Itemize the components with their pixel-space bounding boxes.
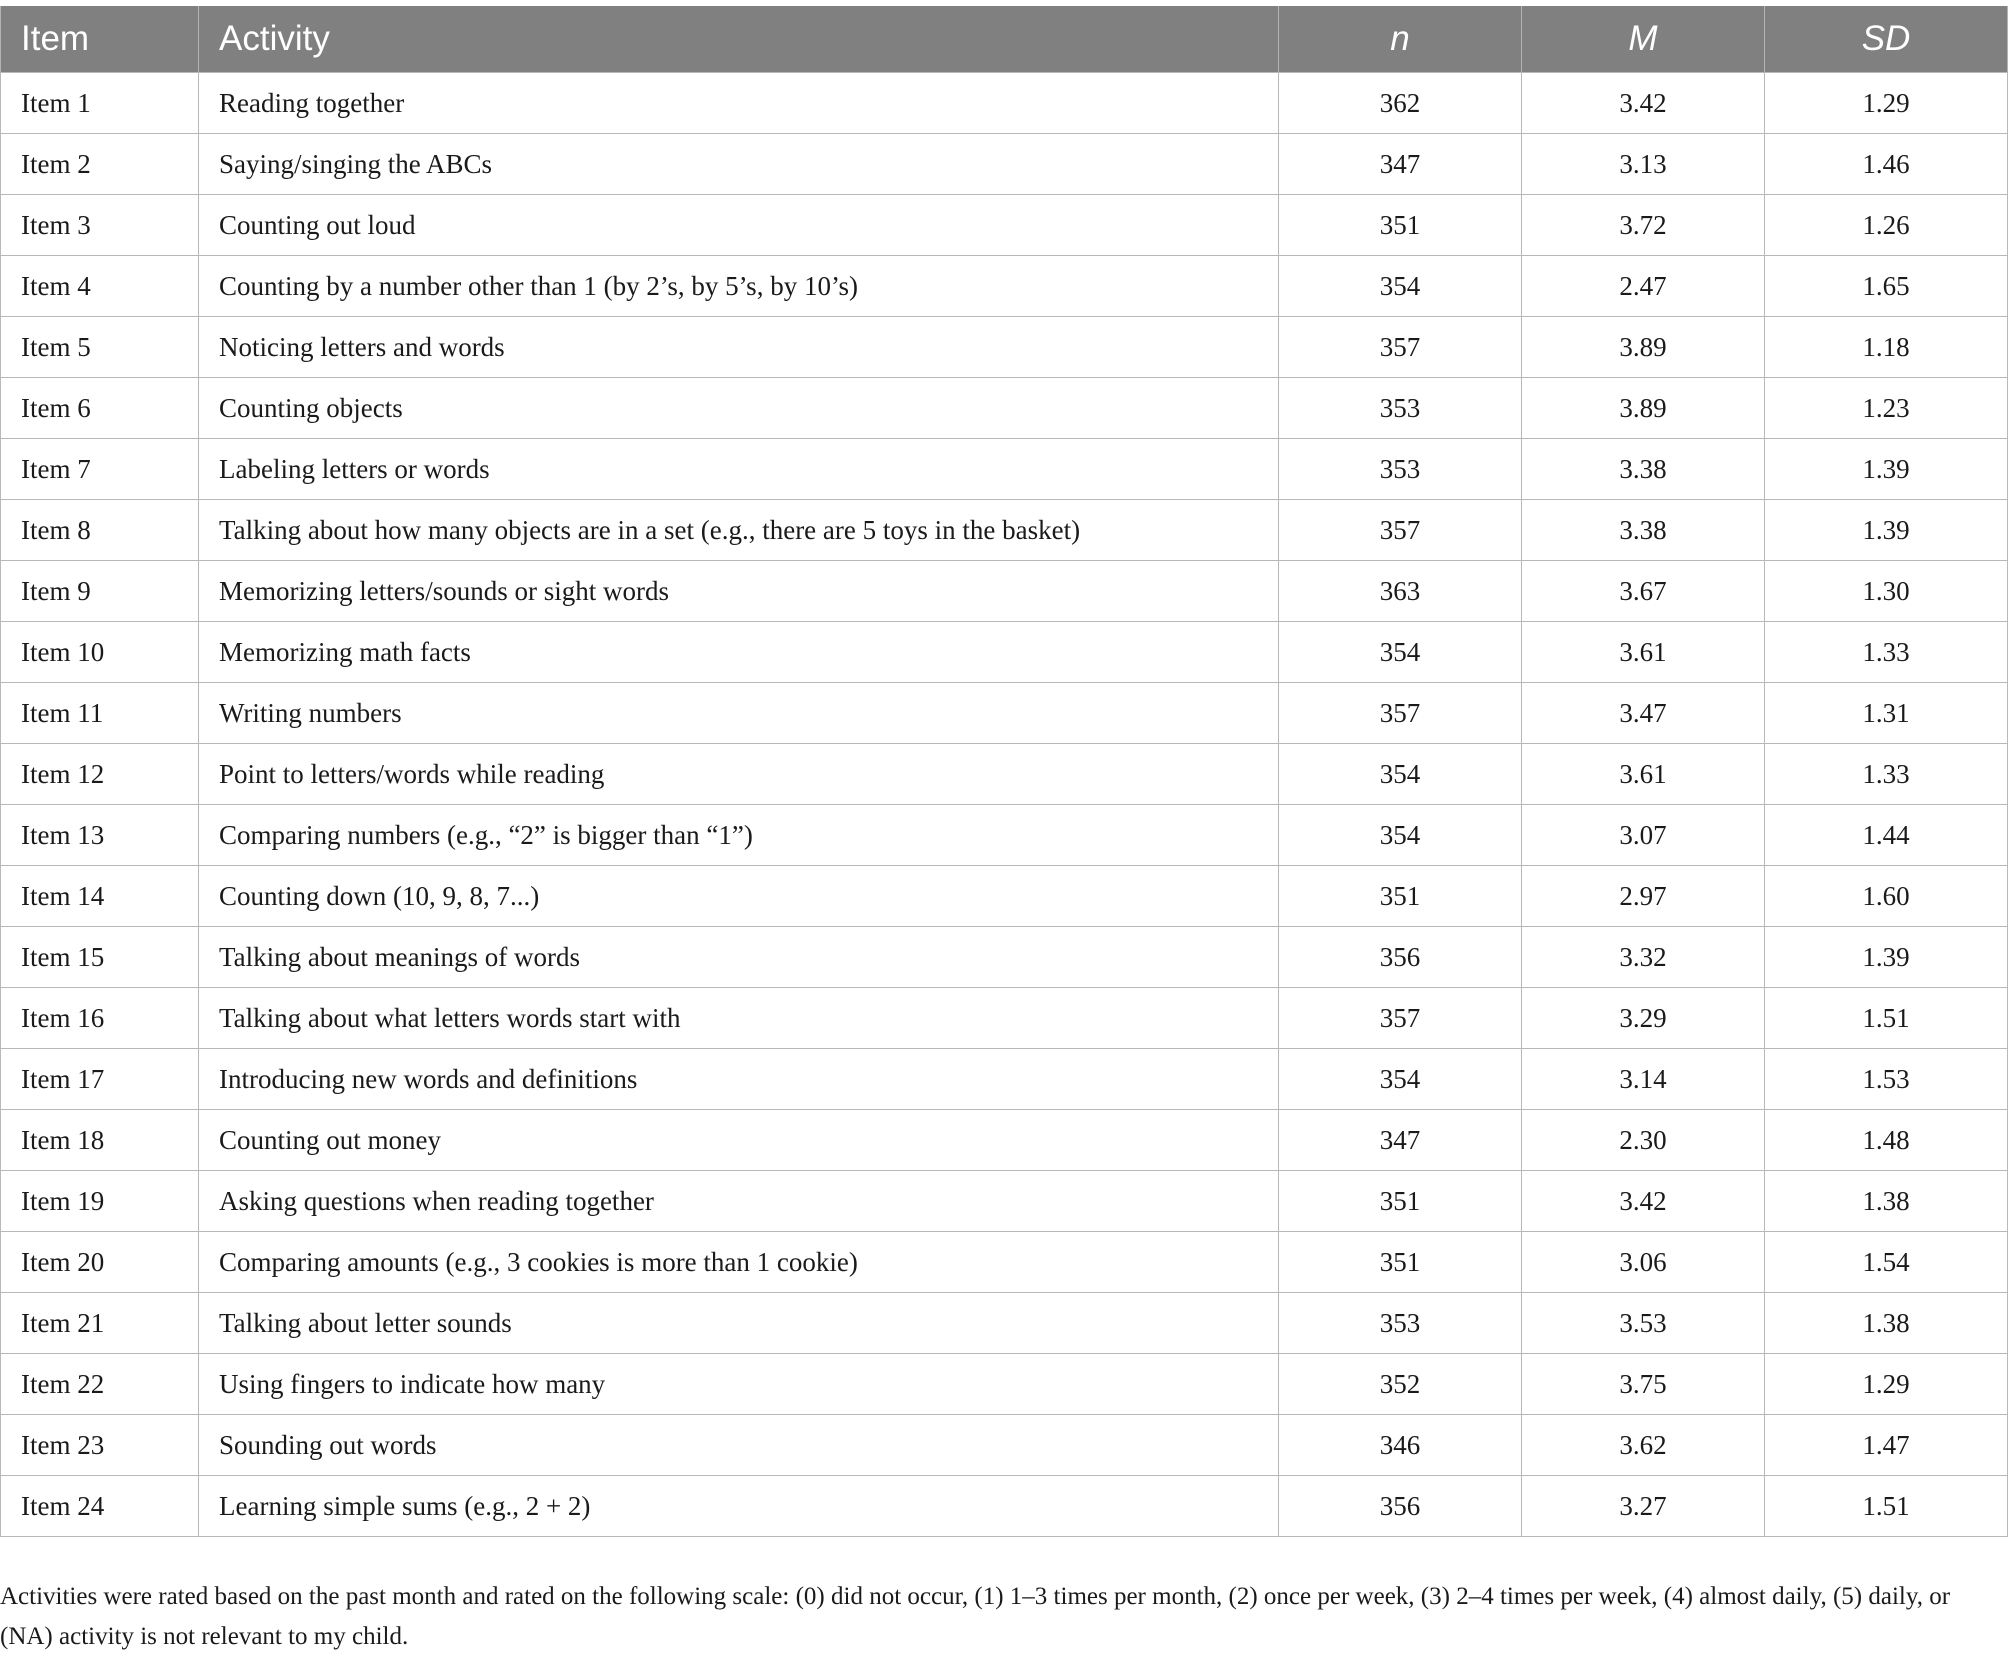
cell-sd: 1.48 — [1765, 1110, 2008, 1171]
table-row — [1, 256, 2008, 317]
table-row — [1, 73, 2008, 134]
cell-item: Item 22 — [1, 1354, 199, 1415]
cell-n: 354 — [1279, 1049, 1522, 1110]
table-row — [1, 1171, 2008, 1232]
table-row — [1, 866, 2008, 927]
cell-activity: Reading together — [199, 73, 1279, 134]
cell-m: 3.42 — [1522, 1171, 1765, 1232]
cell-m: 2.97 — [1522, 866, 1765, 927]
cell-activity: Counting out loud — [199, 195, 1279, 256]
activity-table-container — [0, 6, 2007, 1537]
cell-n: 346 — [1279, 1415, 1522, 1476]
cell-sd: 1.60 — [1765, 866, 2008, 927]
cell-n: 356 — [1279, 1476, 1522, 1537]
cell-item: Item 18 — [1, 1110, 199, 1171]
cell-item: Item 1 — [1, 73, 199, 134]
cell-activity: Talking about meanings of words — [199, 927, 1279, 988]
table-row — [1, 1476, 2008, 1537]
table-row — [1, 378, 2008, 439]
cell-m: 3.06 — [1522, 1232, 1765, 1293]
cell-item: Item 10 — [1, 622, 199, 683]
cell-n: 351 — [1279, 195, 1522, 256]
cell-activity: Writing numbers — [199, 683, 1279, 744]
cell-m: 3.67 — [1522, 561, 1765, 622]
cell-sd: 1.39 — [1765, 500, 2008, 561]
cell-item: Item 9 — [1, 561, 199, 622]
cell-sd: 1.54 — [1765, 1232, 2008, 1293]
cell-item: Item 6 — [1, 378, 199, 439]
header-m: M — [1522, 6, 1765, 73]
cell-item: Item 8 — [1, 500, 199, 561]
table-row — [1, 1293, 2008, 1354]
cell-item: Item 7 — [1, 439, 199, 500]
cell-activity: Comparing numbers (e.g., “2” is bigger than “1”) — [199, 805, 1279, 866]
table-row — [1, 622, 2008, 683]
cell-n: 353 — [1279, 378, 1522, 439]
cell-sd: 1.33 — [1765, 744, 2008, 805]
cell-n: 354 — [1279, 744, 1522, 805]
cell-m: 3.47 — [1522, 683, 1765, 744]
header-item: Item — [1, 6, 199, 73]
table-row — [1, 1110, 2008, 1171]
cell-sd: 1.26 — [1765, 195, 2008, 256]
cell-activity: Labeling letters or words — [199, 439, 1279, 500]
cell-item: Item 2 — [1, 134, 199, 195]
cell-activity: Learning simple sums (e.g., 2 + 2) — [199, 1476, 1279, 1537]
cell-sd: 1.31 — [1765, 683, 2008, 744]
cell-item: Item 15 — [1, 927, 199, 988]
cell-n: 357 — [1279, 500, 1522, 561]
cell-sd: 1.44 — [1765, 805, 2008, 866]
table-row — [1, 134, 2008, 195]
cell-sd: 1.38 — [1765, 1171, 2008, 1232]
cell-activity: Saying/singing the ABCs — [199, 134, 1279, 195]
cell-item: Item 3 — [1, 195, 199, 256]
cell-m: 3.38 — [1522, 439, 1765, 500]
cell-sd: 1.23 — [1765, 378, 2008, 439]
cell-activity: Point to letters/words while reading — [199, 744, 1279, 805]
cell-sd: 1.65 — [1765, 256, 2008, 317]
cell-sd: 1.39 — [1765, 927, 2008, 988]
table-footnote: Activities were rated based on the past month and rated on the following scale: (0) did not occur, (1) 1–3 times per month, (2) once per week, (3) 2–4 times per week, (4) almost daily, (5) daily, or (NA) activity is not relevant to my child. — [0, 1583, 1951, 1650]
cell-item: Item 11 — [1, 683, 199, 744]
cell-item: Item 4 — [1, 256, 199, 317]
cell-item: Item 17 — [1, 1049, 199, 1110]
table-row — [1, 988, 2008, 1049]
cell-sd: 1.29 — [1765, 73, 2008, 134]
cell-n: 357 — [1279, 683, 1522, 744]
cell-item: Item 14 — [1, 866, 199, 927]
header-activity: Activity — [199, 6, 1279, 73]
cell-n: 351 — [1279, 866, 1522, 927]
table-row — [1, 1354, 2008, 1415]
table-row — [1, 683, 2008, 744]
cell-n: 362 — [1279, 73, 1522, 134]
cell-m: 3.14 — [1522, 1049, 1765, 1110]
cell-sd: 1.51 — [1765, 988, 2008, 1049]
cell-activity: Talking about letter sounds — [199, 1293, 1279, 1354]
table-row — [1, 927, 2008, 988]
cell-item: Item 23 — [1, 1415, 199, 1476]
cell-m: 3.53 — [1522, 1293, 1765, 1354]
table-row — [1, 439, 2008, 500]
cell-sd: 1.29 — [1765, 1354, 2008, 1415]
cell-m: 3.61 — [1522, 622, 1765, 683]
cell-m: 3.75 — [1522, 1354, 1765, 1415]
cell-activity: Talking about what letters words start with — [199, 988, 1279, 1049]
cell-m: 3.62 — [1522, 1415, 1765, 1476]
cell-activity: Using fingers to indicate how many — [199, 1354, 1279, 1415]
cell-n: 356 — [1279, 927, 1522, 988]
cell-n: 363 — [1279, 561, 1522, 622]
table-row — [1, 744, 2008, 805]
cell-n: 352 — [1279, 1354, 1522, 1415]
cell-m: 3.42 — [1522, 73, 1765, 134]
cell-item: Item 21 — [1, 1293, 199, 1354]
header-row — [1, 6, 2008, 73]
cell-m: 3.38 — [1522, 500, 1765, 561]
table-row — [1, 317, 2008, 378]
cell-n: 353 — [1279, 439, 1522, 500]
table-body — [1, 73, 2008, 1537]
cell-activity: Sounding out words — [199, 1415, 1279, 1476]
cell-sd: 1.30 — [1765, 561, 2008, 622]
cell-n: 347 — [1279, 1110, 1522, 1171]
cell-sd: 1.47 — [1765, 1415, 2008, 1476]
cell-n: 351 — [1279, 1232, 1522, 1293]
cell-n: 353 — [1279, 1293, 1522, 1354]
cell-item: Item 19 — [1, 1171, 199, 1232]
header-sd: SD — [1765, 6, 2008, 73]
cell-sd: 1.38 — [1765, 1293, 2008, 1354]
cell-sd: 1.51 — [1765, 1476, 2008, 1537]
cell-sd: 1.53 — [1765, 1049, 2008, 1110]
cell-m: 3.29 — [1522, 988, 1765, 1049]
cell-m: 2.30 — [1522, 1110, 1765, 1171]
cell-m: 3.13 — [1522, 134, 1765, 195]
cell-n: 354 — [1279, 622, 1522, 683]
table-row — [1, 1232, 2008, 1293]
cell-activity: Introducing new words and definitions — [199, 1049, 1279, 1110]
header-n: n — [1279, 6, 1522, 73]
cell-activity: Counting out money — [199, 1110, 1279, 1171]
cell-sd: 1.46 — [1765, 134, 2008, 195]
table-header — [1, 6, 2008, 73]
cell-item: Item 16 — [1, 988, 199, 1049]
table-row — [1, 1049, 2008, 1110]
cell-m: 3.27 — [1522, 1476, 1765, 1537]
cell-m: 3.89 — [1522, 378, 1765, 439]
table-row — [1, 195, 2008, 256]
cell-n: 347 — [1279, 134, 1522, 195]
cell-sd: 1.18 — [1765, 317, 2008, 378]
cell-n: 351 — [1279, 1171, 1522, 1232]
cell-activity: Comparing amounts (e.g., 3 cookies is more than 1 cookie) — [199, 1232, 1279, 1293]
table-row — [1, 1415, 2008, 1476]
cell-item: Item 5 — [1, 317, 199, 378]
cell-m: 3.89 — [1522, 317, 1765, 378]
cell-activity: Noticing letters and words — [199, 317, 1279, 378]
cell-sd: 1.39 — [1765, 439, 2008, 500]
activity-table — [0, 6, 2008, 1537]
cell-item: Item 13 — [1, 805, 199, 866]
cell-n: 354 — [1279, 256, 1522, 317]
cell-activity: Memorizing letters/sounds or sight words — [199, 561, 1279, 622]
cell-activity: Counting by a number other than 1 (by 2’s, by 5’s, by 10’s) — [199, 256, 1279, 317]
cell-activity: Talking about how many objects are in a set (e.g., there are 5 toys in the basket) — [199, 500, 1279, 561]
cell-m: 3.07 — [1522, 805, 1765, 866]
cell-n: 357 — [1279, 317, 1522, 378]
cell-n: 357 — [1279, 988, 1522, 1049]
cell-m: 2.47 — [1522, 256, 1765, 317]
cell-activity: Counting down (10, 9, 8, 7...) — [199, 866, 1279, 927]
cell-m: 3.72 — [1522, 195, 1765, 256]
cell-m: 3.61 — [1522, 744, 1765, 805]
table-row — [1, 561, 2008, 622]
cell-item: Item 12 — [1, 744, 199, 805]
cell-activity: Memorizing math facts — [199, 622, 1279, 683]
table-row — [1, 805, 2008, 866]
cell-m: 3.32 — [1522, 927, 1765, 988]
cell-sd: 1.33 — [1765, 622, 2008, 683]
cell-n: 354 — [1279, 805, 1522, 866]
table-row — [1, 500, 2008, 561]
cell-item: Item 24 — [1, 1476, 199, 1537]
cell-activity: Asking questions when reading together — [199, 1171, 1279, 1232]
cell-item: Item 20 — [1, 1232, 199, 1293]
cell-activity: Counting objects — [199, 378, 1279, 439]
